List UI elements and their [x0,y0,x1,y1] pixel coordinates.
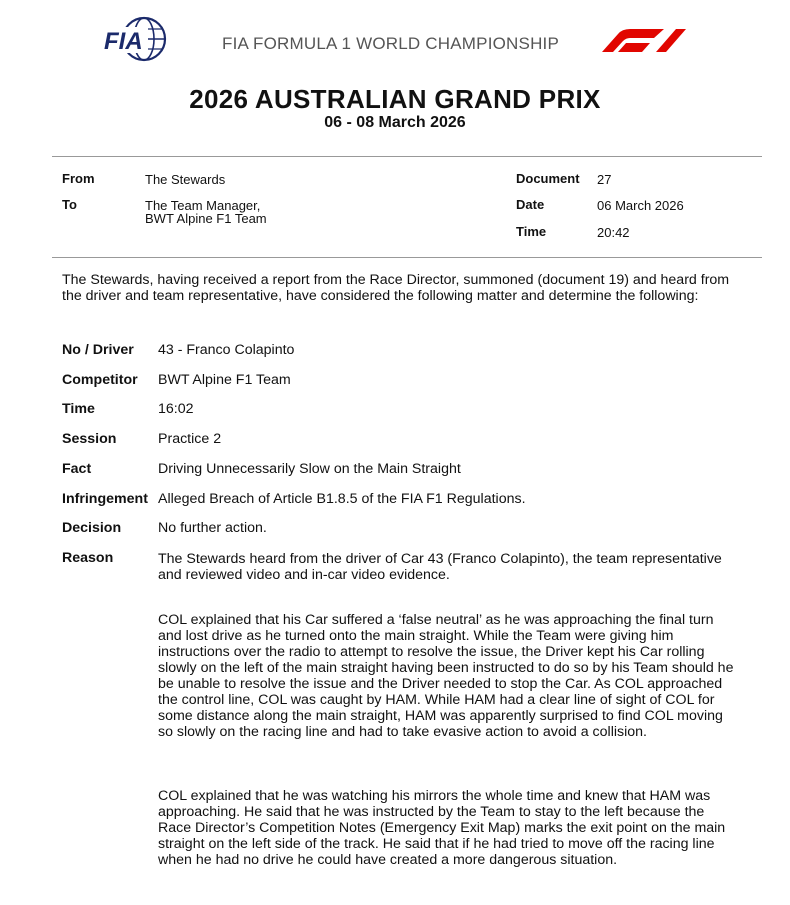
reason-value: The Stewards heard from the driver of Car 43 (Franco Colapinto), the team representative and reviewed video and in-car video evidence. [158,551,722,583]
time-label: Time [516,224,547,239]
time-field-value: 16:02 [158,401,194,417]
event-title-word: PRIX [538,84,601,114]
date-label: Date [516,197,545,212]
championship-title: FIA FORMULA 1 WORLD CHAMPIONSHIP [222,34,560,53]
fia-logo-text: FIA [104,28,143,55]
time-field-label: Time [62,401,95,417]
competitor-value: BWT Alpine F1 Team [158,372,291,388]
session-label: Session [62,431,117,447]
document-header [0,14,790,64]
driver-value: 43 - Franco Colapinto [158,342,295,358]
fact-label: Fact [62,461,92,477]
fact-value: Driving Unnecessarily Slow on the Main Straight [158,461,461,477]
reason-paragraph-1: COL explained that his Car suffered a ‘false neutral’ as he was approaching the final turn and lost drive as he turned onto the main straight. While the Team were giving him instructions over the radio to attempt to resolve the issue, the Driver kept his Car rolling slowly on the left of the main straight having been instructed to do so by his Team should he be unable to resolve the issue and the Driver needed to stop the Car. As COL approached the control line, COL was caught by HAM. While HAM had a clear line of sight of COL for some distance along the main straight, HAM was apparently surprised to find COL moving so slowly on the racing line and had to take evasive action to avoid a collision. [158,612,734,740]
document-label: Document [516,171,580,186]
to-label: To [62,197,77,212]
competitor-label: Competitor [62,372,138,388]
reason-paragraph-2: COL explained that he was watching his mirrors the whole time and knew that HAM was approaching. He said that he was instructed by the Team to stay to the left because the Race Director’s Competition Notes (Emergency Exit Map) marks the exit point on the main straight on the left side of the track. He said that if he had tried to move off the racing line when he had no drive he could have created a more dangerous situation. [158,788,726,868]
session-value: Practice 2 [158,431,222,447]
decision-value: No further action. [158,520,267,536]
to-value-line1: The Team Manager, [145,198,261,213]
fia-logo [100,16,168,62]
date-value: 06 March 2026 [597,198,684,213]
from-value: The Stewards [145,172,226,187]
from-label: From [62,171,95,186]
infringement-label: Infringement [62,491,148,507]
intro-paragraph: The Stewards, having received a report from the Race Director, summoned (document 19) and heard from the driver and team representative, have considered the following matter and determine the following: [62,272,730,304]
f1-logo-icon [592,26,688,54]
event-title [0,84,790,115]
reason-label: Reason [62,550,114,566]
event-title-word: GRAND [434,84,532,114]
time-value: 20:42 [597,225,630,240]
to-value-line2: BWT Alpine F1 Team [145,211,267,226]
decision-label: Decision [62,520,122,536]
divider-bottom [52,257,762,258]
event-title-year: 2026 [189,84,249,114]
event-dates: 06 - 08 March 2026 [324,114,466,131]
infringement-value: Alleged Breach of Article B1.8.5 of the FIA F1 Regulations. [158,491,526,507]
driver-label: No / Driver [62,342,134,358]
divider-top [52,156,762,157]
event-title-word: AUSTRALIAN [254,84,427,114]
document-value: 27 [597,172,612,187]
